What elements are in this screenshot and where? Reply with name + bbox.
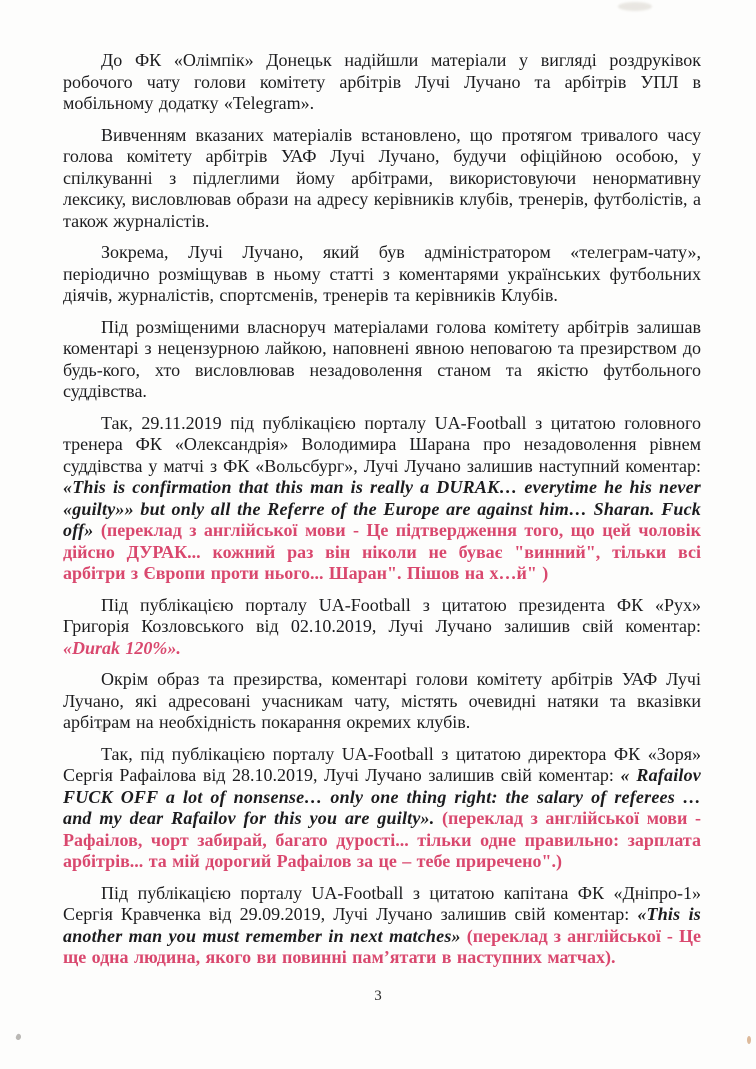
- text-run: Так, 29.11.2019 під публікацією порталу UA-Football з цитатою головного тренера ФК «Олександрія» Володимира Шарана про незадоволення рівнем суддівства у матчі з ФК «Вольсбург», Лучі Лучано залишив наступний коментар:: [63, 412, 701, 476]
- paragraph-findings: [63, 125, 701, 233]
- quoted-comment-run: «This is confirmation that this man is really a DURAK… everytime he his never «guilty»» but only all the Referre of the Europe are against him… Sharan. Fuck off»: [63, 477, 701, 540]
- text-run: Так, під публікацією порталу UA-Football з цитатою директора ФК «Зоря» Сергія Рафаілова від 28.10.2019, Лучі Лучано залишив свій коментар:: [63, 743, 701, 785]
- scan-artifact-top: [618, 2, 652, 11]
- text-run: Вивченням вказаних матеріалів встановлено, що протягом тривалого часу голова комітету арбітрів УАФ Лучі Лучано, будучи офіційною особою, у спілкуванні з підлеглими йому арбітрами, використовуючи ненормативну лексику, висловлював образи на адресу керівників клубів, тренерів, футболістів, а також журналістів.: [63, 124, 701, 231]
- text-run: Зокрема, Лучі Лучано, який був адміністратором «телеграм-чату», періодично розміщував в ньому статті з коментарями українських футбольних діячів, журналістів, спортсменів, тренерів та керівників Клубів.: [63, 242, 701, 305]
- text-run: Під розміщеними власноруч матеріалами голова комітету арбітрів залишав коментарі з нецензурною лайкою, наповнені явною неповагою та презирством до будь-кого, хто висловлював незадоволення станом та якістю футбольного суддівства.: [63, 316, 701, 401]
- paragraph-sharan-comment: [63, 413, 701, 585]
- translation-run: (переклад з англійської мови - Це підтвердження того, що цей чоловік дійсно ДУРАК... кожний раз він ніколи не буває "винний", тільки всі арбітри з Європи проти нього... Шаран". Пішов на х…й" ): [63, 520, 701, 583]
- text-run: До ФК «Олімпік» Донецьк надійшли матеріали у вигляді роздруківок робочого чату голови комітету арбітрів Лучі Лучано та арбітрів УПЛ в мобільному додатку «Telegram».: [63, 50, 701, 113]
- page-number: 3: [374, 988, 382, 1004]
- scan-artifact-bottom-left: [15, 1033, 22, 1041]
- document-body: [63, 50, 701, 979]
- translation-run: (переклад з англійської - Це ще одна людина, якого ви повинні пам’ятати в наступних матчах).: [63, 925, 701, 967]
- paragraph-comments-description: [63, 317, 701, 403]
- paragraph-intro-materials: [63, 50, 701, 115]
- text-run: Окрім образ та презирства, коментарі голови комітету арбітрів УАФ Лучі Лучано, які адресовані учасникам чату, містять очевидні натяки та вказівки арбітрам на необхідність покарання окремих клубів.: [63, 669, 701, 732]
- quoted-comment-run: «This is another man you must remember in next matches»: [63, 904, 701, 946]
- scan-artifact-bottom-right: [747, 1036, 751, 1044]
- paragraph-hints-to-referees: [63, 669, 701, 734]
- translation-run: (переклад з англійської мови - Рафаілов, чорт забирай, багато дурості... тільки одне правильно: зарплата арбітрів... та мій дорогий Рафаілов за це – тебе приречено".): [63, 808, 701, 871]
- quoted-comment-run: « Rafailov FUCK OFF a lot of nonsense… only one thing right: the salary of referees … and my dear Rafailov for this you are guilty».: [63, 765, 701, 828]
- paragraph-rafailov-comment: [63, 744, 701, 873]
- paragraph-kozlovsky-comment: [63, 595, 701, 660]
- quoted-comment-run: «Durak 120%».: [63, 637, 181, 658]
- text-run: Під публікацією порталу UA-Football з цитатою президента ФК «Рух» Григорія Козловського від 02.10.2019, Лучі Лучано залишив свій коментар:: [63, 594, 701, 636]
- paragraph-chat-admin: [63, 242, 701, 307]
- text-run: Під публікацією порталу UA-Football з цитатою капітана ФК «Дніпро-1» Сергія Кравченка від 29.09.2019, Лучі Лучано залишив свій коментар:: [63, 882, 701, 924]
- paragraph-kravchenko-comment: [63, 883, 701, 969]
